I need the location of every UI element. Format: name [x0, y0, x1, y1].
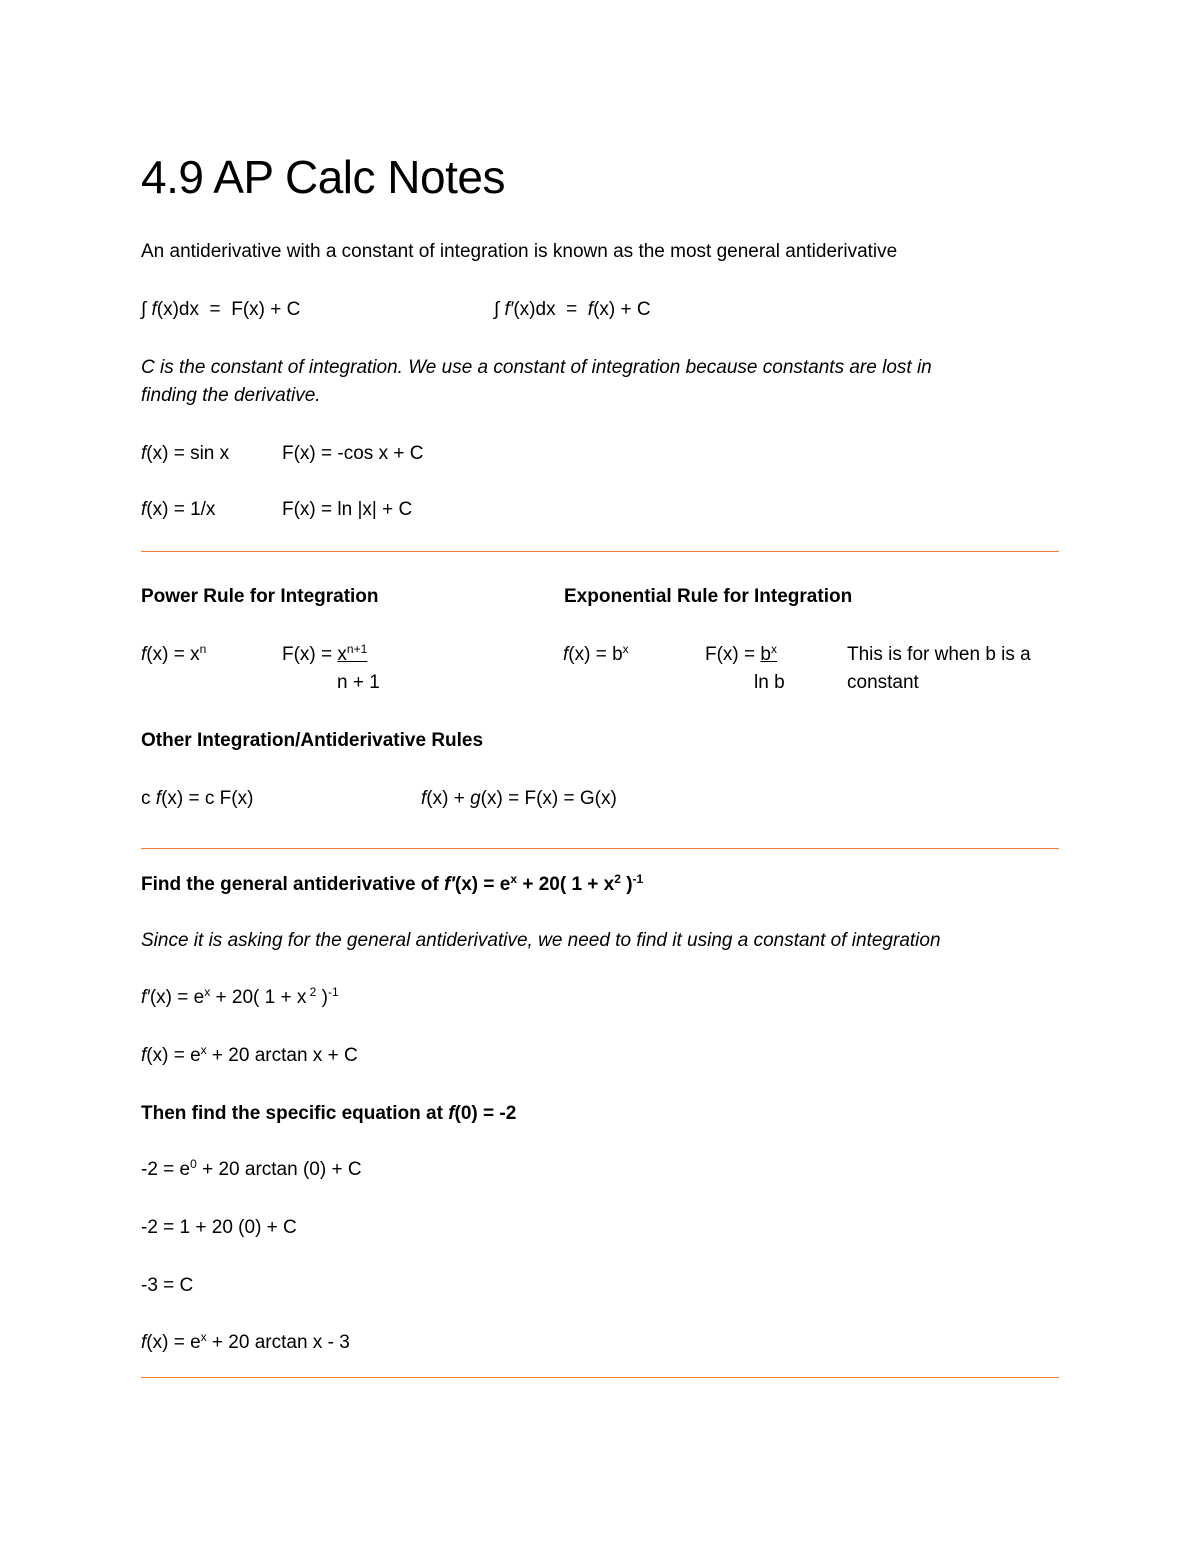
function-f-prime: f′ [141, 987, 150, 1008]
constant-note-line-1: C is the constant of integration. We use a constant of integration because constants are lost in [141, 357, 932, 378]
exponential-rule-note-line-1: This is for when b is a [847, 644, 1031, 665]
specific-heading-text: Then find the specific equation at [141, 1103, 449, 1124]
step-substitute-rest: + 20 arctan (0) + C [196, 1159, 362, 1180]
function-f: f [141, 499, 147, 520]
problem-heading-exp-2: 2 [614, 872, 621, 886]
section-divider [141, 551, 1059, 552]
exponential-rule-numerator [760, 644, 777, 665]
power-rule-denominator: n + 1 [337, 672, 380, 693]
exponential-rule-exponent: x [622, 642, 629, 656]
intro-text: An antiderivative with a constant of integration is known as the most general antiderivative [141, 241, 898, 262]
section-divider [141, 1377, 1059, 1378]
section-divider [141, 848, 1059, 849]
problem-heading-exp-3: -1 [632, 872, 644, 886]
power-rule-numerator-exponent: n+1 [346, 642, 368, 656]
exponential-rule-function [563, 643, 629, 667]
step-derivative-exp-1: x [204, 985, 211, 999]
example-sin-f [141, 442, 229, 466]
integral-definition-left [141, 298, 300, 322]
step-derivative-paren: ) [316, 987, 328, 1008]
integral-right-mid: (x)dx = [513, 299, 588, 320]
final-answer-eq: (x) = e [146, 1332, 201, 1353]
function-f: f [587, 299, 594, 320]
power-rule-prefix: F(x) = [282, 644, 338, 665]
step-substitute-exp: 0 [190, 1157, 197, 1171]
sum-rule-rest: (x) = F(x) = G(x) [480, 788, 617, 809]
step-substitute [141, 1158, 362, 1182]
function-f-prime: f′ [444, 874, 455, 895]
example-sin-antiderivative: F(x) = -cos x + C [282, 443, 424, 464]
sum-rule [421, 787, 617, 811]
specific-equation-heading [141, 1102, 516, 1126]
integral-definition-right [494, 298, 651, 322]
function-f-prime: f′ [504, 299, 514, 320]
power-rule-function [141, 643, 206, 667]
constant-multiple-c: c [141, 788, 156, 809]
integral-sign: ∫ [141, 299, 147, 320]
problem-heading-exp-1: x [510, 872, 518, 886]
power-rule-antiderivative [282, 643, 367, 667]
step-derivative-exp-2: 2 [306, 985, 317, 999]
power-rule-heading: Power Rule for Integration [141, 586, 379, 607]
exponential-rule-numerator-base: b [760, 644, 771, 665]
page-title: 4.9 AP Calc Notes [141, 151, 505, 203]
function-f: f [141, 644, 147, 665]
problem-heading-term: + 20( 1 + x [517, 874, 615, 895]
function-g: g [470, 788, 481, 809]
final-answer [141, 1331, 350, 1355]
problem-heading-text: Find the general antiderivative of [141, 874, 445, 895]
exponential-rule-denominator: ln b [754, 672, 785, 693]
other-rules-heading: Other Integration/Antiderivative Rules [141, 730, 484, 751]
power-rule-numerator [337, 644, 367, 665]
power-rule-left: (x) = x [146, 644, 200, 665]
sum-rule-mid: (x) + [426, 788, 471, 809]
function-f: f [563, 644, 569, 665]
step-general-rest: + 20 arctan x + C [206, 1045, 358, 1066]
step-derivative-eq: (x) = e [149, 987, 205, 1008]
exponential-rule-note-line-2: constant [847, 672, 919, 693]
specific-heading-value: (0) = -2 [454, 1103, 517, 1124]
problem-heading-eq: (x) = e [454, 874, 511, 895]
exponential-rule-left: (x) = b [568, 644, 623, 665]
step-solve-constant: -3 = C [141, 1275, 194, 1296]
problem-heading-paren: ) [620, 874, 633, 895]
final-answer-rest: + 20 arctan x - 3 [206, 1332, 350, 1353]
exponential-rule-heading: Exponential Rule for Integration [564, 586, 853, 607]
step-derivative-term: + 20( 1 + x [210, 987, 307, 1008]
constant-multiple-rule [141, 787, 253, 811]
power-rule-exponent: n [199, 642, 207, 656]
example-sin-left: (x) = sin x [146, 443, 230, 464]
problem-explanation: Since it is asking for the general antiderivative, we need to find it using a constant of integration [141, 930, 941, 951]
step-derivative-exp-3: -1 [327, 985, 339, 999]
constant-note-line-2: finding the derivative. [141, 385, 321, 406]
power-rule-numerator-base: x [337, 644, 347, 665]
exponential-rule-numerator-exponent: x [771, 642, 777, 656]
example-reciprocal-antiderivative: F(x) = ln |x| + C [282, 499, 413, 520]
step-general-antiderivative [141, 1044, 358, 1068]
final-answer-exp: x [200, 1330, 207, 1344]
function-f: f [141, 1045, 147, 1066]
example-reciprocal-left: (x) = 1/x [146, 499, 216, 520]
integral-right-rest: (x) + C [593, 299, 651, 320]
step-simplify: -2 = 1 + 20 (0) + C [141, 1217, 297, 1238]
constant-multiple-rest: (x) = c F(x) [161, 788, 254, 809]
function-f: f [155, 788, 162, 809]
step-general-exp: x [200, 1043, 207, 1057]
step-substitute-eq: -2 = e [141, 1159, 191, 1180]
function-f: f [448, 1103, 455, 1124]
step-derivative [141, 986, 339, 1010]
integral-left-rest: (x)dx = F(x) + C [156, 299, 301, 320]
function-f: f [141, 443, 147, 464]
integral-sign: ∫ [494, 299, 500, 320]
step-general-eq: (x) = e [146, 1045, 201, 1066]
exponential-rule-antiderivative [705, 643, 777, 667]
function-f: f [421, 788, 427, 809]
exponential-rule-prefix: F(x) = [705, 644, 761, 665]
example-reciprocal-f [141, 498, 215, 522]
function-f: f [141, 1332, 147, 1353]
function-f: f [151, 299, 157, 320]
problem-heading [141, 873, 643, 897]
